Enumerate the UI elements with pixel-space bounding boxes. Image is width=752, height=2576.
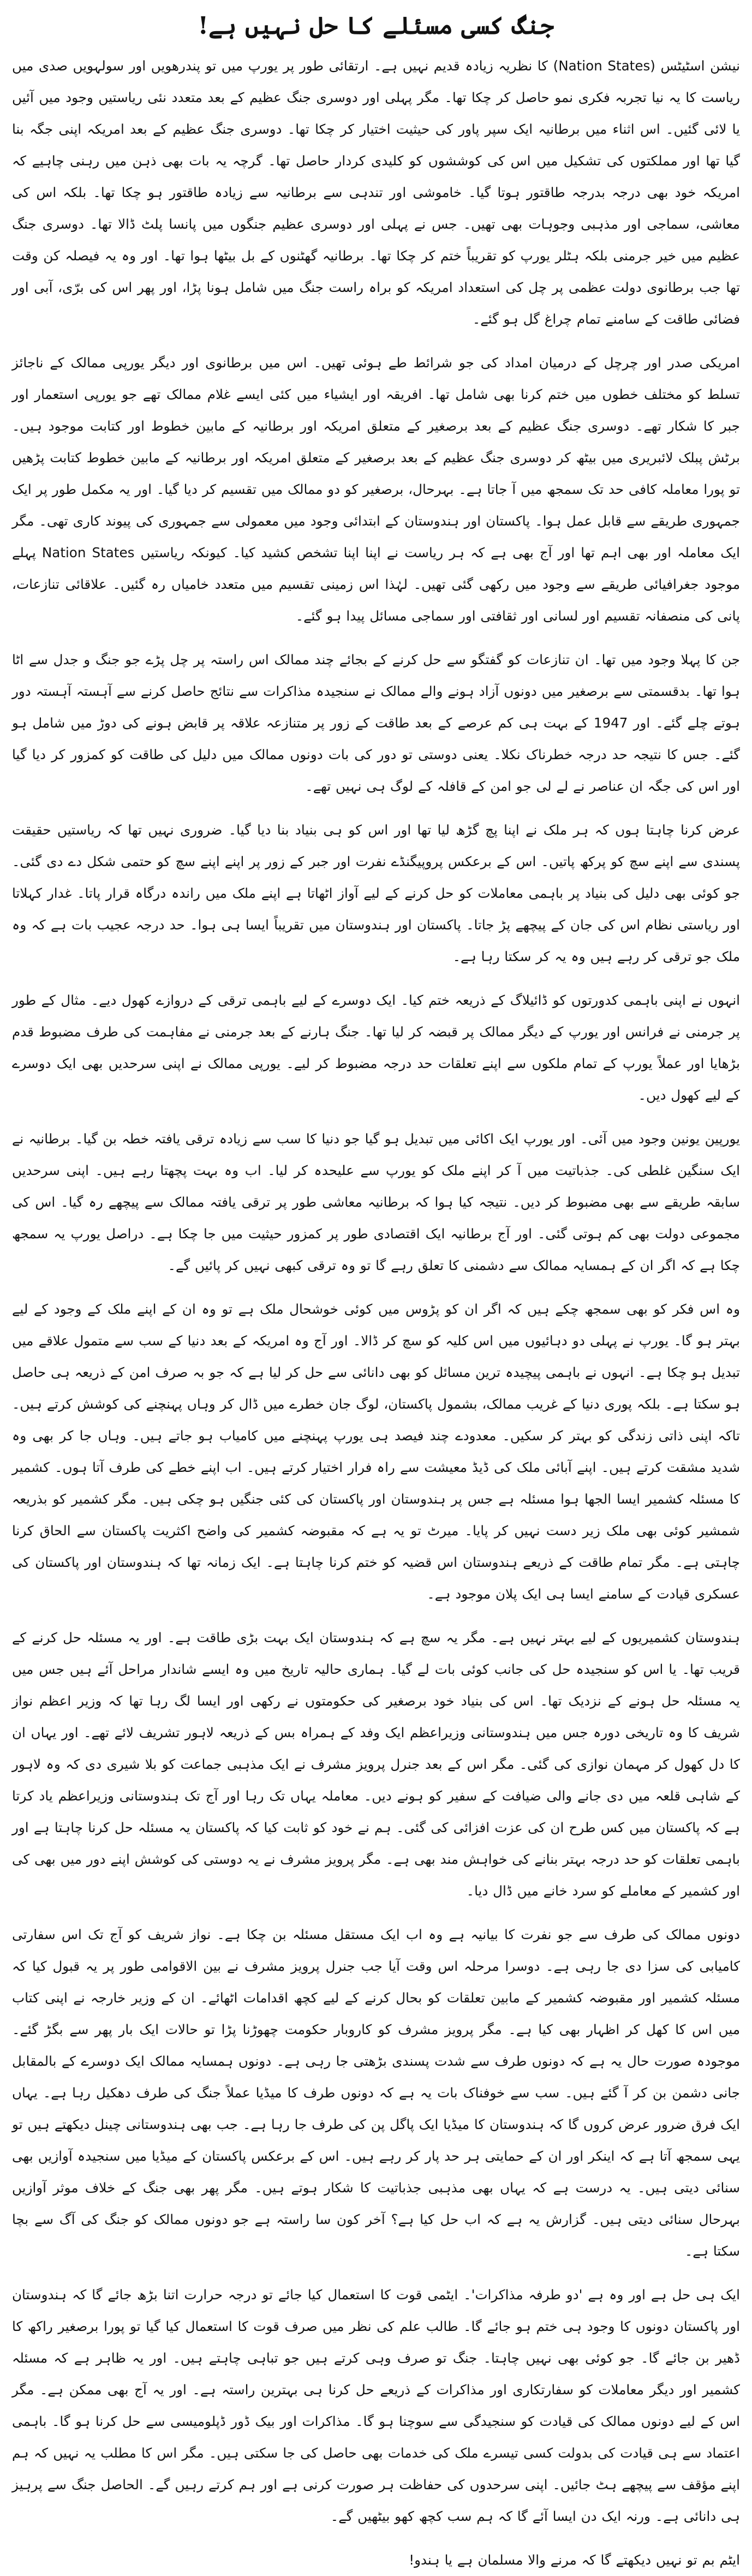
- article-paragraph: وہ اس فکر کو بھی سمجھ چکے ہیں کہ اگر ان کو پڑوس میں کوئی خوشحال ملک ہے تو وہ ان کے اپنے ملک کے وجود کے لیے بہتر ہو گا۔ یورپ نے پہلی دو دہائیوں میں اس کلیہ کو سچ کر ڈالا۔ اور آج وہ امریکہ کے بعد دنیا کے سب سے متمول علاقے میں تبدیل ہو چکا ہے۔ انہوں نے باہمی پیچیدہ ترین مسائل کو بھی دانائی سے حل کر لیا ہے کہ جو بہ صرف امن کے ذریعہ ہی حاصل ہو سکتا ہے۔ بلکہ پوری دنیا کے غریب ممالک، بشمول پاکستان، لوگ جان خطرے میں ڈال کر وہاں پہنچنے کی کوشش کرتے ہیں۔ تاکہ اپنی ذاتی زندگی کو بہتر کر سکیں۔ معدودے چند فیصد ہی یورپ پہنچنے میں کامیاب ہو جاتے ہیں۔ وہاں جا کر بھی وہ شدید مشقت کرتے ہیں۔ اپنے آبائی ملک کی ڈیڈ معیشت سے راہ فرار اختیار کرتے ہیں۔ اب اپنے خطے کی طرف آتا ہوں۔ کشمیر کا مسئلہ کشمیر ایسا الجھا ہوا مسئلہ ہے جس پر ہندوستان اور پاکستان کی کئی جنگیں ہو چکی ہیں۔ مگر کشمیر کو بذریعہ شمشیر کوئی بھی ملک زیر دست نہیں کر پایا۔ میرٹ تو یہ ہے کہ مقبوضہ کشمیر کی واضح اکثریت پاکستان سے الحاق کرنا چاہتی ہے۔ مگر تمام طاقت کے ذریعے ہندوستان اس قضیہ کو ختم کرنا چاہتا ہے۔ ایک زمانہ تھا کہ ہندوستان اور پاکستان کی عسکری قیادت کے سامنے ایسا ہی ایک پلان موجود ہے۔: [12, 1301, 740, 1602]
- article-paragraph: انہوں نے اپنی باہمی کدورتوں کو ڈائیلاگ کے ذریعہ ختم کیا۔ ایک دوسرے کے لیے باہمی ترقی کے دروازے کھول دیے۔ مثال کے طور پر جرمنی نے فرانس اور یورپ کے دیگر ممالک پر قبضہ کر لیا تھا۔ جنگ ہارنے کے بعد جرمنی نے مفاہمت کی طرف مضبوط قدم بڑھایا اور عملاً یورپ کے تمام ملکوں سے اپنے تعلقات حد درجہ مضبوط کر لیے۔ یورپی ممالک نے اپنی سرحدیں بھی ایک دوسرے کے لیے کھول دیں۔: [12, 992, 740, 1103]
- article-paragraph: ہندوستان کشمیریوں کے لیے بہتر نہیں ہے۔ مگر یہ سچ ہے کہ ہندوستان ایک بہت بڑی طاقت ہے۔ اور یہ مسئلہ حل کرنے کے قریب تھا۔ یا اس کو سنجیدہ حل کی جانب کوئی بات لے گیا۔ ہماری حالیہ تاریخ میں وہ ایسے شاندار مراحل آئے ہیں جس میں یہ مسئلہ حل ہونے کے نزدیک تھا۔ اس کی بنیاد خود برصغیر کی حکومتوں نے رکھی اور ایسا لگ رہا تھا کہ وزیر اعظم نواز شریف کا وہ تاریخی دورہ جس میں ہندوستانی وزیراعظم ایک وفد کے ہمراہ بس کے ذریعہ لاہور تشریف لائے تھے۔ اور یہاں ان کا دل کھول کر مہمان نوازی کی گئی۔ مگر اس کے بعد جنرل پرویز مشرف نے ایک مذہبی جماعت کو بلا شیری دی کہ وہ لاہور کے شاہی قلعہ میں دی جانے والی ضیافت کے سفیر کو ہونے دیں۔ معاملہ یہاں تک رہا اور آج تک ہندوستانی وزیراعظم یاد کرتا ہے کہ پاکستان میں کس طرح ان کی عزت افزائی کی گئی۔ ہم نے خود کو ثابت کیا کہ پاکستان یہ مسئلہ حل کرنا چاہتا ہے اور باہمی تعلقات کو حد درجہ بہتر بنانے کی خواہش مند بھی ہے۔ مگر پرویز مشرف نے یہ دوستی کی کوشش اپنے دور میں بھی کی اور کشمیر کے معاملے کو سرد خانے میں ڈال دیا۔: [12, 1630, 740, 1899]
- article-paragraph: امریکی صدر اور چرچل کے درمیان امداد کی جو شرائط طے ہوئی تھیں۔ اس میں برطانوی اور دیگر یورپی ممالک کے ناجائز تسلط کو مختلف خطوں میں ختم کرنا بھی شامل تھا۔ افریقہ اور ایشیاء میں کئی ایسے غلام ممالک تھے جو یورپی استعمار اور جبر کا شکار تھے۔ دوسری جنگ عظیم کے بعد برصغیر کے متعلق امریکہ اور برطانیہ کے مابین خطوط اور کتابت موجود ہیں۔ برٹش پبلک لائبریری میں بیٹھ کر دوسری جنگ عظیم کے بعد برصغیر کے متعلق امریکہ اور برطانیہ کے مابین خطوط کتابت پڑھیں تو پورا معاملہ کافی حد تک سمجھ میں آ جاتا ہے۔ بہرحال، برصغیر کو دو ممالک میں تقسیم کر دیا گیا۔ اور یہ مکمل طور پر ایک جمہوری طریقے سے قابل عمل ہوا۔ پاکستان اور ہندوستان کے ابتدائی وجود میں معمولی سے جمہوری کی پیوند کاری تھی۔ مگر ایک معاملہ اور بھی اہم تھا اور آج بھی ہے کہ ہر ریاست نے اپنا اپنا تشخص کشید کیا۔ کیونکہ ریاستیں Nation States پہلے موجود جغرافیائی طریقے سے وجود میں رکھی گئی تھیں۔ لہٰذا اس زمینی تقسیم میں متعدد خامیاں رہ گئیں۔ علاقائی تنازعات، پانی کی منصفانہ تقسیم اور لسانی اور ثقافتی اور سماجی مسائل پیدا ہو گئے۔: [12, 355, 740, 624]
- article-body: [12, 50, 740, 2576]
- article-closing-line: ایٹم بم تو نہیں دیکھتے گا کہ مرنے والا مسلمان ہے یا ہندو!: [409, 2552, 740, 2568]
- article-paragraph: عرض کرنا چاہتا ہوں کہ ہر ملک نے اپنا پچ گڑھ لیا تھا اور اس کو ہی بنیاد بنا دیا گیا۔ ضروری نہیں تھا کہ ریاستیں حقیقت پسندی سے اپنے سچ کو پرکھ پاتیں۔ اس کے برعکس پروپیگنڈے نفرت اور جبر کے زور پر اپنے اپنے سچ کو حتمی شکل دے دی گئی۔ جو کوئی بھی دلیل کی بنیاد پر باہمی معاملات کو حل کرنے کے لیے آواز اٹھاتا ہے اپنے ملک میں راندہ درگاہ قرار پاتا۔ غدار کہلاتا اور ریاستی نظام اس کی جان کے پیچھے پڑ جاتا۔ پاکستان اور ہندوستان میں تقریباً ایسا ہی ہوا۔ حد درجہ عجیب بات ہے کہ وہ ملک جو ترقی کر رہے ہیں وہ یہ کر سکتا رہا ہے۔: [12, 822, 740, 964]
- article-paragraph: دونوں ممالک کی طرف سے جو نفرت کا بیانیہ ہے وہ اب ایک مستقل مسئلہ بن چکا ہے۔ نواز شریف کو آج تک اس سفارتی کامیابی کی سزا دی جا رہی ہے۔ دوسرا مرحلہ اس وقت آیا جب جنرل پرویز مشرف نے بین الاقوامی طور پر یہ قبول کیا کہ مسئلہ کشمیر اور مقبوضہ کشمیر کے مابین تعلقات کو بحال کرنے کے لیے کچھ اقدامات اٹھائے۔ ان کے وزیر خارجہ نے اپنی کتاب میں اس کا کھل کر اظہار بھی کیا ہے۔ مگر پرویز مشرف کو کاروبار حکومت چھوڑنا پڑا تو حالات ایک بار پھر سے بگڑ گئے۔ موجودہ صورت حال یہ ہے کہ دونوں طرف سے شدت پسندی بڑھتی جا رہی ہے۔ دونوں ہمسایہ ممالک ایک دوسرے کے بالمقابل جانی دشمن بن کر آ گئے ہیں۔ سب سے خوفناک بات یہ ہے کہ دونوں طرف کا میڈیا عملاً جنگ کی طرف دھکیل رہا ہے۔ یہاں ایک فرق ضرور عرض کروں گا کہ ہندوستان کا میڈیا ایک پاگل پن کی طرف جا رہا ہے۔ جب بھی ہندوستانی چینل دیکھتے ہیں تو یہی سمجھ آتا ہے کہ اینکر اور ان کے حمایتی ہر حد پار کر رہے ہیں۔ اس کے برعکس پاکستان کے میڈیا میں سنجیدہ آوازیں بھی سنائی دیتی ہیں۔ یہ درست ہے کہ یہاں بھی مذہبی جذباتیت کا شکار ہوتے ہیں۔ مگر پھر بھی جنگ کے خلاف موثر آوازیں بہرحال سنائی دیتی ہیں۔ گزارش یہ ہے کہ اب حل کیا ہے؟ آخر کون سا راستہ ہے جو دونوں ممالک کو جنگ کی آگ سے بچا سکتا ہے۔: [12, 1927, 740, 2259]
- article-headline: جنگ کسی مسئلے کا حل نہیں ہے!: [198, 12, 554, 40]
- article-paragraph: یورپین یونین وجود میں آئی۔ اور یورپ ایک اکائی میں تبدیل ہو گیا جو دنیا کا سب سے زیادہ ترقی یافتہ خطہ بن گیا۔ برطانیہ نے ایک سنگین غلطی کی۔ جذباتیت میں آ کر اپنے ملک کو یورپ سے علیحدہ کر لیا۔ اب وہ بہت پچھتا رہے ہیں۔ اپنی سرحدیں سابقہ طریقے سے بھی مضبوط کر دیں۔ نتیجہ کیا ہوا کہ برطانیہ معاشی طور پر ترقی یافتہ ممالک سے پیچھے رہ گیا۔ اس کی مجموعی دولت بھی کم ہوتی گئی۔ اور آج برطانیہ ایک اقتصادی طور پر کمزور حیثیت میں جا چکا ہے۔ دراصل یورپ یہ سمجھ چکا ہے کہ اگر ان کے ہمسایہ ممالک سے دشمنی کا تعلق رہے گا تو وہ ترقی کبھی نہیں کر پائیں گے۔: [12, 1131, 740, 1273]
- article-paragraph: جن کا پہلا وجود میں تھا۔ ان تنازعات کو گفتگو سے حل کرنے کے بجائے چند ممالک اس راستہ پر چل پڑے جو جنگ و جدل سے اٹا ہوا تھا۔ بدقسمتی سے برصغیر میں دونوں آزاد ہونے والے ممالک نے سنجیدہ مذاکرات سے نتائج حاصل کرنے سے آہستہ آہستہ دور ہوتے چلے گئے۔ اور 1947 کے بہت ہی کم عرصے کے بعد طاقت کے زور پر متنازعہ علاقہ پر قابض ہونے کی دوڑ میں شامل ہو گئے۔ جس کا نتیجہ حد درجہ خطرناک نکلا۔ یعنی دوستی تو دور کی بات دونوں ممالک میں دلیل کی طاقت کو کمزور کر دیا گیا اور اس کی جگہ ان عناصر نے لے لی جو امن کے قافلہ کے لوگ ہی نہیں تھے۔: [12, 652, 740, 794]
- article-paragraph: ایک ہی حل ہے اور وہ ہے 'دو طرفہ مذاکرات'۔ ایٹمی قوت کا استعمال کیا جائے تو درجہ حرارت اتنا بڑھ جائے گا کہ ہندوستان اور پاکستان دونوں کا وجود ہی ختم ہو جائے گا۔ طالب علم کی نظر میں صرف قوت کا استعمال کیا گیا تو پورا برصغیر راکھ کا ڈھیر بن جائے گا۔ جو کوئی بھی نہیں چاہتا۔ جنگ تو صرف وہی کرتے ہیں جو تباہی چاہتے ہیں۔ اور یہ ظاہر ہے کہ مسئلہ کشمیر اور دیگر معاملات کو سفارتکاری اور مذاکرات کے ذریعے حل کرنا ہی بہترین راستہ ہے۔ اور یہ آج بھی ممکن ہے۔ مگر اس کے لیے دونوں ممالک کی قیادت کو سنجیدگی سے سوچنا ہو گا۔ مذاکرات اور بیک ڈور ڈپلومیسی سے حل کرنا ہو گا۔ باہمی اعتماد سے ہی قیادت کی بدولت کسی تیسرے ملک کی خدمات بھی حاصل کی جا سکتی ہیں۔ مگر اس کا مطلب یہ نہیں کہ ہم اپنے مؤقف سے پیچھے ہٹ جائیں۔ اپنی سرحدوں کی حفاظت ہر صورت کرنی ہے اور ہم کرتے رہیں گے۔ الحاصل جنگ سے پرہیز ہی دانائی ہے۔ ورنہ ایک دن ایسا آئے گا کہ ہم سب کچھ کھو بیٹھیں گے۔: [12, 2287, 740, 2524]
- article-paragraph: نیشن اسٹیٹس (Nation States) کا نظریہ زیادہ قدیم نہیں ہے۔ ارتقائی طور پر یورپ میں تو پندرھویں اور سولہویں صدی میں ریاست کا یہ نیا تجربہ فکری نمو حاصل کر چکا تھا۔ مگر پہلی اور دوسری جنگ عظیم کے بعد متعدد نئی ریاستیں وجود میں آئیں یا لائی گئیں۔ اس اثناء میں برطانیہ ایک سپر پاور کی حیثیت اختیار کر چکا تھا۔ دوسری جنگ عظیم کے بعد امریکہ اپنی جگہ بنا گیا تھا اور مملکتوں کی تشکیل میں اس کی کوششوں کو کلیدی کردار حاصل تھا۔ گرچہ یہ بات بھی ذہن میں رہنی چاہیے کہ امریکہ خود بھی درجہ بدرجہ طاقتور ہوتا گیا۔ خاموشی اور تندہی سے برطانیہ سے زیادہ طاقتور ہو چکا تھا۔ بلکہ اس کی معاشی، سماجی اور مذہبی وجوہات بھی تھیں۔ جس نے پہلی اور دوسری عظیم جنگوں میں پانسا پلٹ ڈالا تھا۔ دوسری جنگ عظیم میں خیر جرمنی بلکہ ہٹلر یورپ کو تقریباً ختم کر چکا تھا۔ برطانیہ گھٹنوں کے بل بیٹھا ہوا تھا۔ اور وہ یہ فیصلہ کن وقت تھا جب برطانوی دولت عظمی پر چل کی استعداد امریکہ کو براہ راست جنگ میں شامل ہونا پڑا، اور پھر اس کی برّی، آبی اور فضائی طاقت کے سامنے تمام چراغ گل ہو گئے۔: [12, 58, 741, 327]
